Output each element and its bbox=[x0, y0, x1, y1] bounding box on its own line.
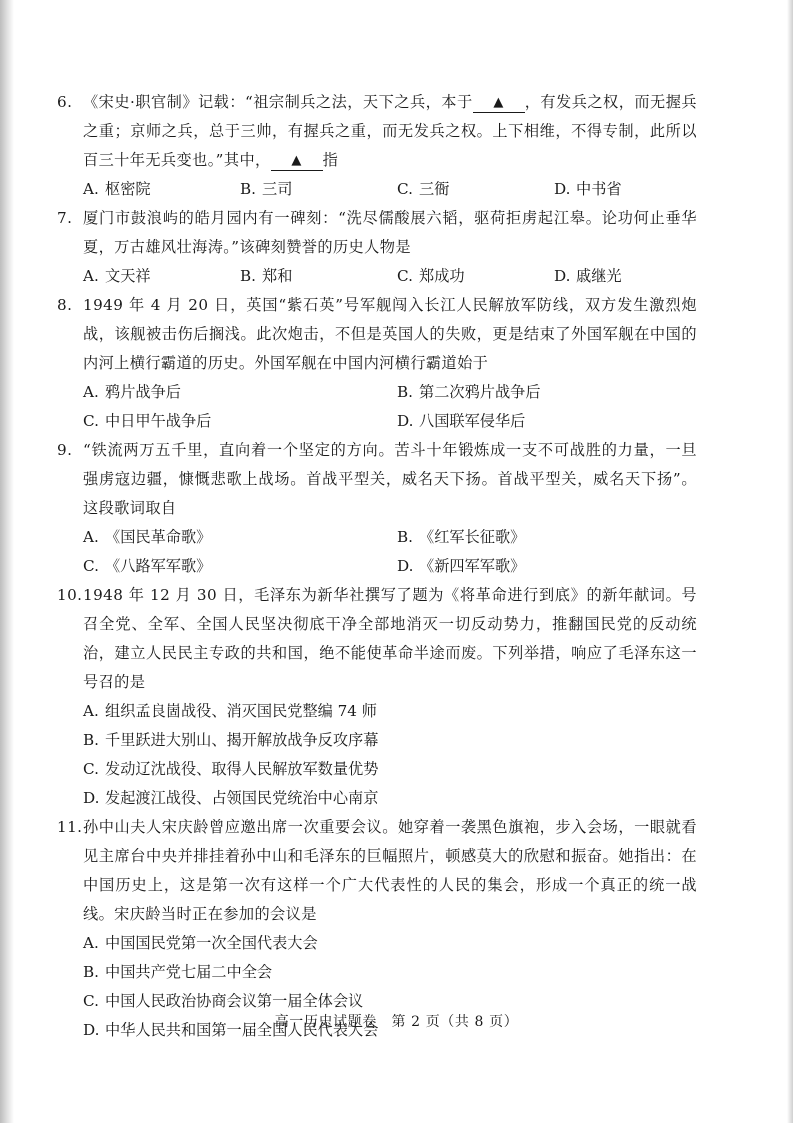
scan-edge-right bbox=[787, 0, 793, 1123]
option-b: B. 郑和 bbox=[240, 267, 293, 285]
option-d: D. 《新四军军歌》 bbox=[397, 557, 526, 575]
options bbox=[57, 697, 697, 813]
options bbox=[57, 262, 697, 291]
option-d: D. 八国联军侵华后 bbox=[397, 412, 526, 430]
option-b: B. 三司 bbox=[240, 180, 293, 198]
option-d: D. 发起渡江战役、占领国民党统治中心南京 bbox=[83, 789, 379, 807]
question-6 bbox=[57, 88, 697, 204]
options bbox=[57, 378, 697, 436]
question-number: 9. bbox=[57, 441, 73, 459]
answer-blank bbox=[271, 150, 323, 171]
option-d: D. 中华人民共和国第一届全国人民代表大会 bbox=[83, 1021, 379, 1039]
option-a: A. 鸦片战争后 bbox=[83, 383, 181, 401]
option-a: A. 组织孟良崮战役、消灭国民党整编 74 师 bbox=[83, 702, 377, 720]
options bbox=[57, 175, 697, 204]
stem-part-1: 《宋史·职官制》记载：“祖宗制兵之法，天下之兵，本于 bbox=[83, 93, 473, 111]
option-c: C. 《八路军军歌》 bbox=[83, 557, 212, 575]
option-c: C. 中日甲午战争后 bbox=[83, 412, 212, 430]
option-c: C. 郑成功 bbox=[397, 267, 465, 285]
question-stem bbox=[57, 581, 697, 697]
question-number: 8. bbox=[57, 296, 73, 314]
question-number: 11. bbox=[57, 818, 83, 836]
option-d: D. 中书省 bbox=[554, 180, 622, 198]
question-stem bbox=[57, 813, 697, 929]
option-c: C. 发动辽沈战役、取得人民解放军数量优势 bbox=[83, 760, 379, 778]
page-footer: 高一历史试题卷 第 2 页（共 8 页） bbox=[274, 1014, 519, 1030]
scan-edge-left bbox=[0, 0, 14, 1123]
question-stem bbox=[57, 88, 697, 175]
option-b: B. 《红军长征歌》 bbox=[397, 528, 526, 546]
answer-blank bbox=[473, 92, 525, 113]
stem-part-3: 指 bbox=[322, 151, 339, 169]
stem-part-2: ，有发兵之权，而无握兵之重；京师之兵，总于三帅，有握兵之重，而无发兵之权。上下相维，不得专制，此所以百三十年无兵变也。”其中， bbox=[83, 93, 697, 169]
question-number: 10. bbox=[57, 586, 83, 604]
option-b: B. 中国共产党七届二中全会 bbox=[83, 963, 273, 981]
stem-text: “铁流两万五千里，直向着一个坚定的方向。苦斗十年锻炼成一支不可战胜的力量，一旦强虏寇边疆，慷慨悲歌上战场。首战平型关，威名天下扬。首战平型关，威名天下扬”。这段歌词取自 bbox=[83, 441, 697, 517]
options bbox=[57, 523, 697, 581]
question-7 bbox=[57, 204, 697, 291]
question-number: 6. bbox=[57, 93, 73, 111]
question-stem bbox=[57, 436, 697, 523]
question-8 bbox=[57, 291, 697, 436]
option-b: B. 第二次鸦片战争后 bbox=[397, 383, 541, 401]
stem-text: 1949 年 4 月 20 日，英国“紫石英”号军舰闯入长江人民解放军防线，双方发生激烈炮战，该舰被击伤后搁浅。此次炮击，不但是英国人的失败，更是结束了外国军舰在中国的内河上横行霸道的历史。外国军舰在中国内河横行霸道始于 bbox=[83, 296, 697, 372]
option-a: A. 《国民革命歌》 bbox=[83, 528, 212, 546]
stem-text: 孙中山夫人宋庆龄曾应邀出席一次重要会议。她穿着一袭黑色旗袍，步入会场，一眼就看见主席台中央并排挂着孙中山和毛泽东的巨幅照片，顿感莫大的欣慰和振奋。她指出：在中国历史上，这是第一次有这样一个广大代表性的人民的集会，形成一个真正的统一战线。宋庆龄当时正在参加的会议是 bbox=[83, 818, 697, 923]
question-stem bbox=[57, 204, 697, 262]
option-a: A. 中国国民党第一次全国代表大会 bbox=[83, 934, 318, 952]
triangle-marker-icon: ▲ bbox=[493, 95, 504, 110]
exam-page bbox=[57, 88, 697, 1045]
question-9 bbox=[57, 436, 697, 581]
option-a: A. 文天祥 bbox=[83, 267, 151, 285]
question-number: 7. bbox=[57, 209, 73, 227]
option-a: A. 枢密院 bbox=[83, 180, 151, 198]
stem-text: 厦门市鼓浪屿的皓月园内有一碑刻：“洗尽儒酸展六韬，驱荷拒虏起江皋。论功何止垂华夏，万古雄风壮海涛。”该碑刻赞誉的历史人物是 bbox=[83, 209, 697, 256]
triangle-marker-icon: ▲ bbox=[291, 153, 302, 168]
question-10 bbox=[57, 581, 697, 813]
question-stem bbox=[57, 291, 697, 378]
option-d: D. 戚继光 bbox=[554, 267, 622, 285]
option-b: B. 千里跃进大别山、揭开解放战争反攻序幕 bbox=[83, 731, 379, 749]
option-c: C. 中国人民政治协商会议第一届全体会议 bbox=[83, 992, 364, 1010]
stem-text: 1948 年 12 月 30 日，毛泽东为新华社撰写了题为《将革命进行到底》的新年献词。号召全党、全军、全国人民坚决彻底干净全部地消灭一切反动势力，推翻国民党的反动统治，建立人民民主专政的共和国，绝不能使革命半途而废。下列举措，响应了毛泽东这一号召的是 bbox=[83, 586, 697, 691]
option-c: C. 三衙 bbox=[397, 180, 450, 198]
